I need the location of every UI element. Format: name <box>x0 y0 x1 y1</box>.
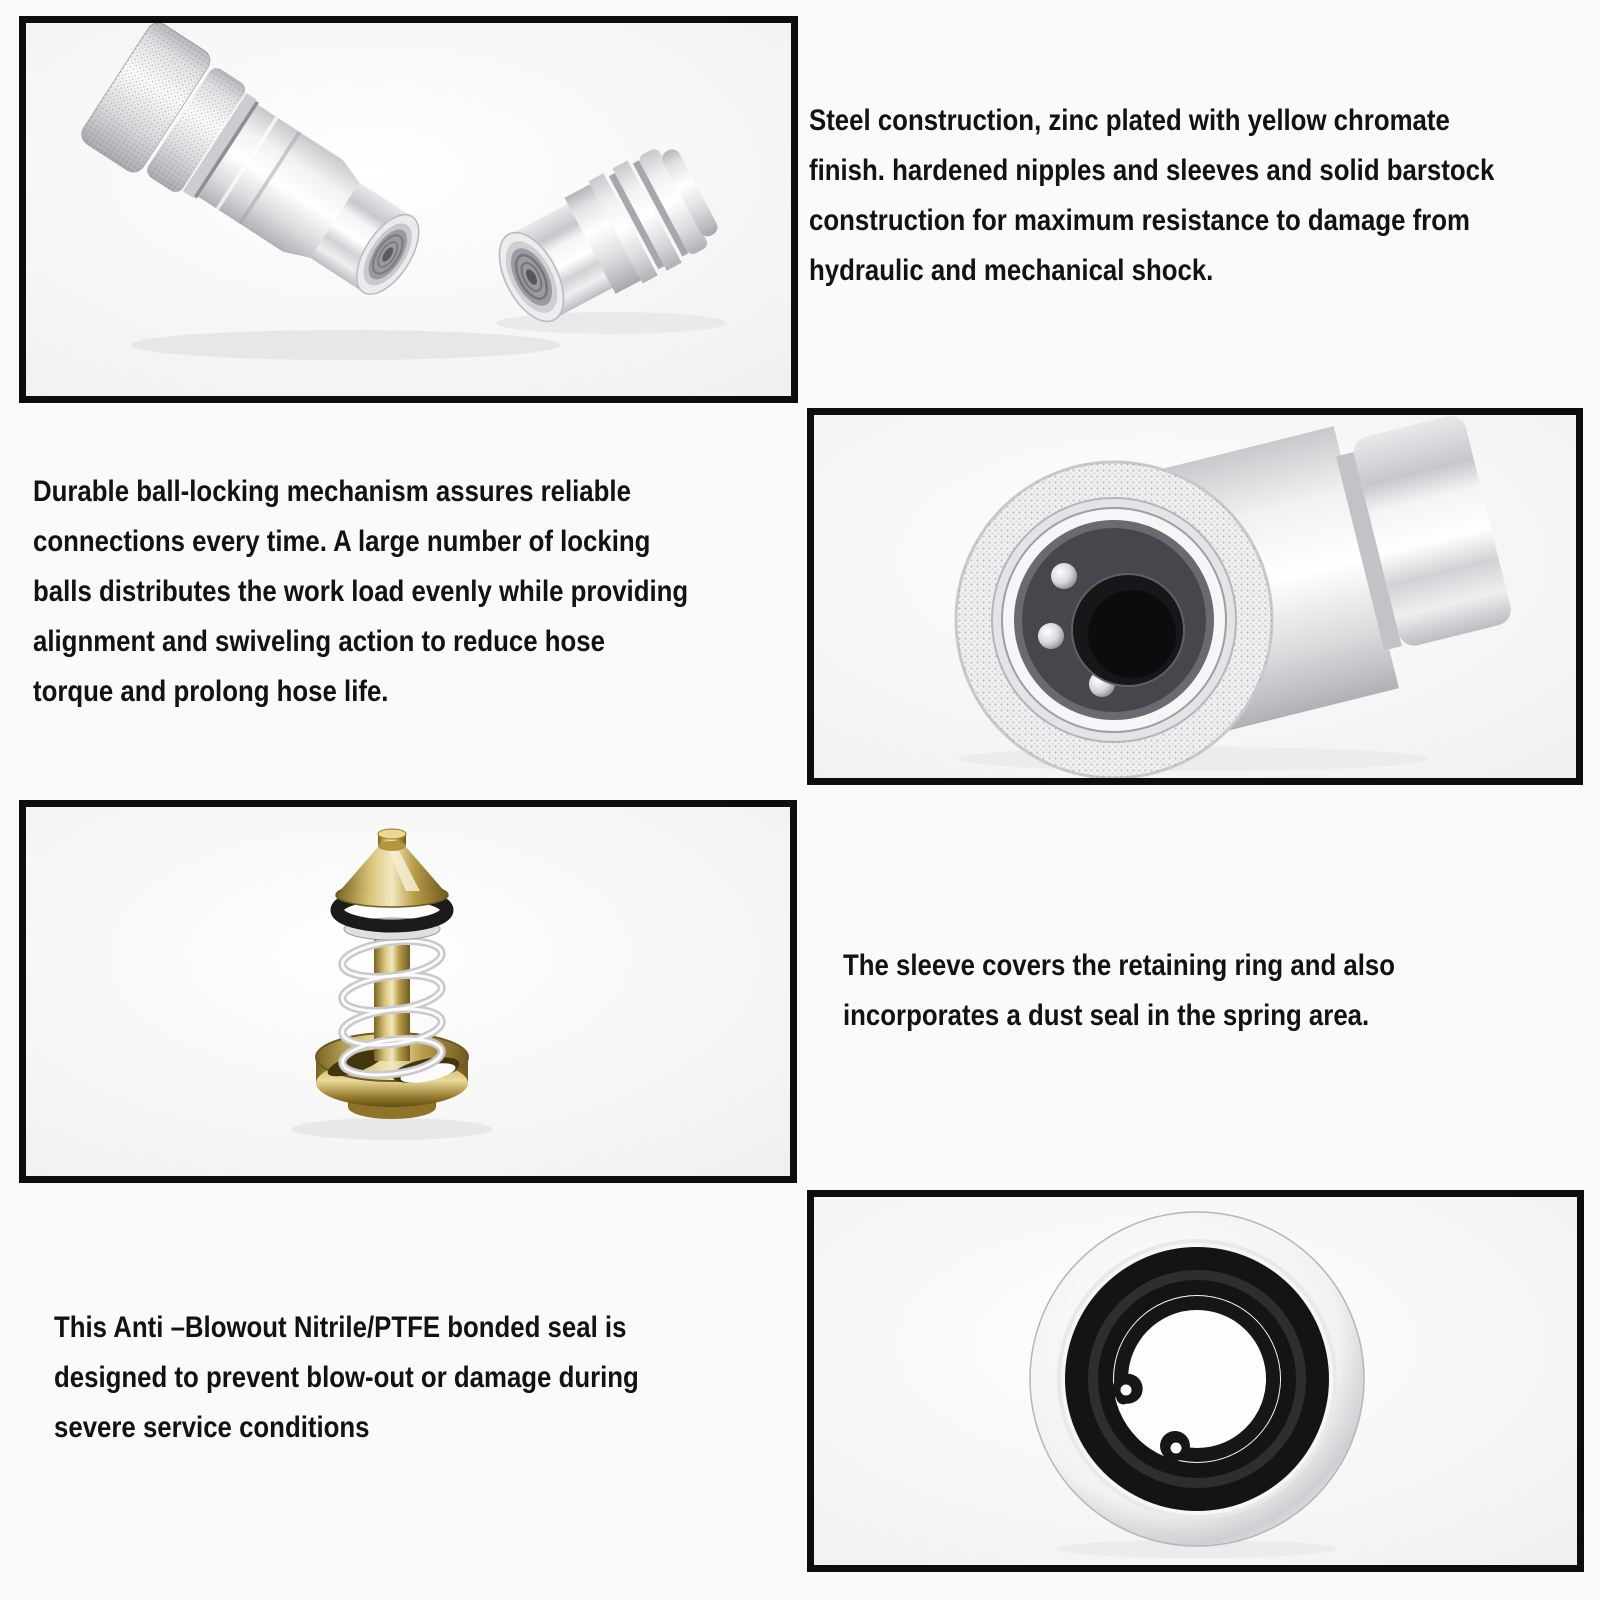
photo-poppet-valve <box>19 800 797 1183</box>
text-line: incorporates a dust seal in the spring area. <box>843 999 1370 1032</box>
coupler-shadow <box>131 330 561 360</box>
feature-text-seal <box>54 1303 639 1453</box>
bonded-seal-illustration <box>814 1197 1577 1565</box>
photo-bonded-seal <box>807 1190 1584 1572</box>
feature-text-sleeve <box>843 941 1395 1041</box>
text-line: designed to prevent blow-out or damage during <box>54 1361 639 1394</box>
text-line: construction for maximum resistance to damage from <box>809 204 1470 237</box>
text-line: hydraulic and mechanical shock. <box>809 254 1214 287</box>
text-line: torque and prolong hose life. <box>33 675 389 708</box>
feature-text-construction <box>809 96 1494 296</box>
text-line: finish. hardened nipples and sleeves and solid barstock <box>809 154 1495 187</box>
photo-couplers-pair <box>19 16 798 403</box>
text-line: severe service conditions <box>54 1411 370 1444</box>
locking-ball <box>1038 623 1064 649</box>
feature-text-ball-locking <box>33 467 688 717</box>
text-line: The sleeve covers the retaining ring and also <box>843 949 1396 982</box>
text-line: Steel construction, zinc plated with yellow chromate <box>809 104 1450 137</box>
photo-sleeve-front <box>807 408 1583 785</box>
text-line: Durable ball-locking mechanism assures reliable <box>33 475 631 508</box>
text-line: connections every time. A large number of locking <box>33 525 651 558</box>
valve-shadow <box>292 1118 492 1140</box>
sleeve-front-illustration <box>814 415 1576 778</box>
valve-tip <box>378 829 406 839</box>
poppet-valve-illustration <box>26 807 790 1176</box>
couplers-pair-illustration <box>26 23 791 396</box>
text-line: This Anti –Blowout Nitrile/PTFE bonded seal is <box>54 1311 627 1344</box>
text-line: alignment and swiveling action to reduce hose <box>33 625 606 658</box>
text-line: balls distributes the work load evenly while providing <box>33 575 689 608</box>
locking-ball <box>1051 563 1077 589</box>
